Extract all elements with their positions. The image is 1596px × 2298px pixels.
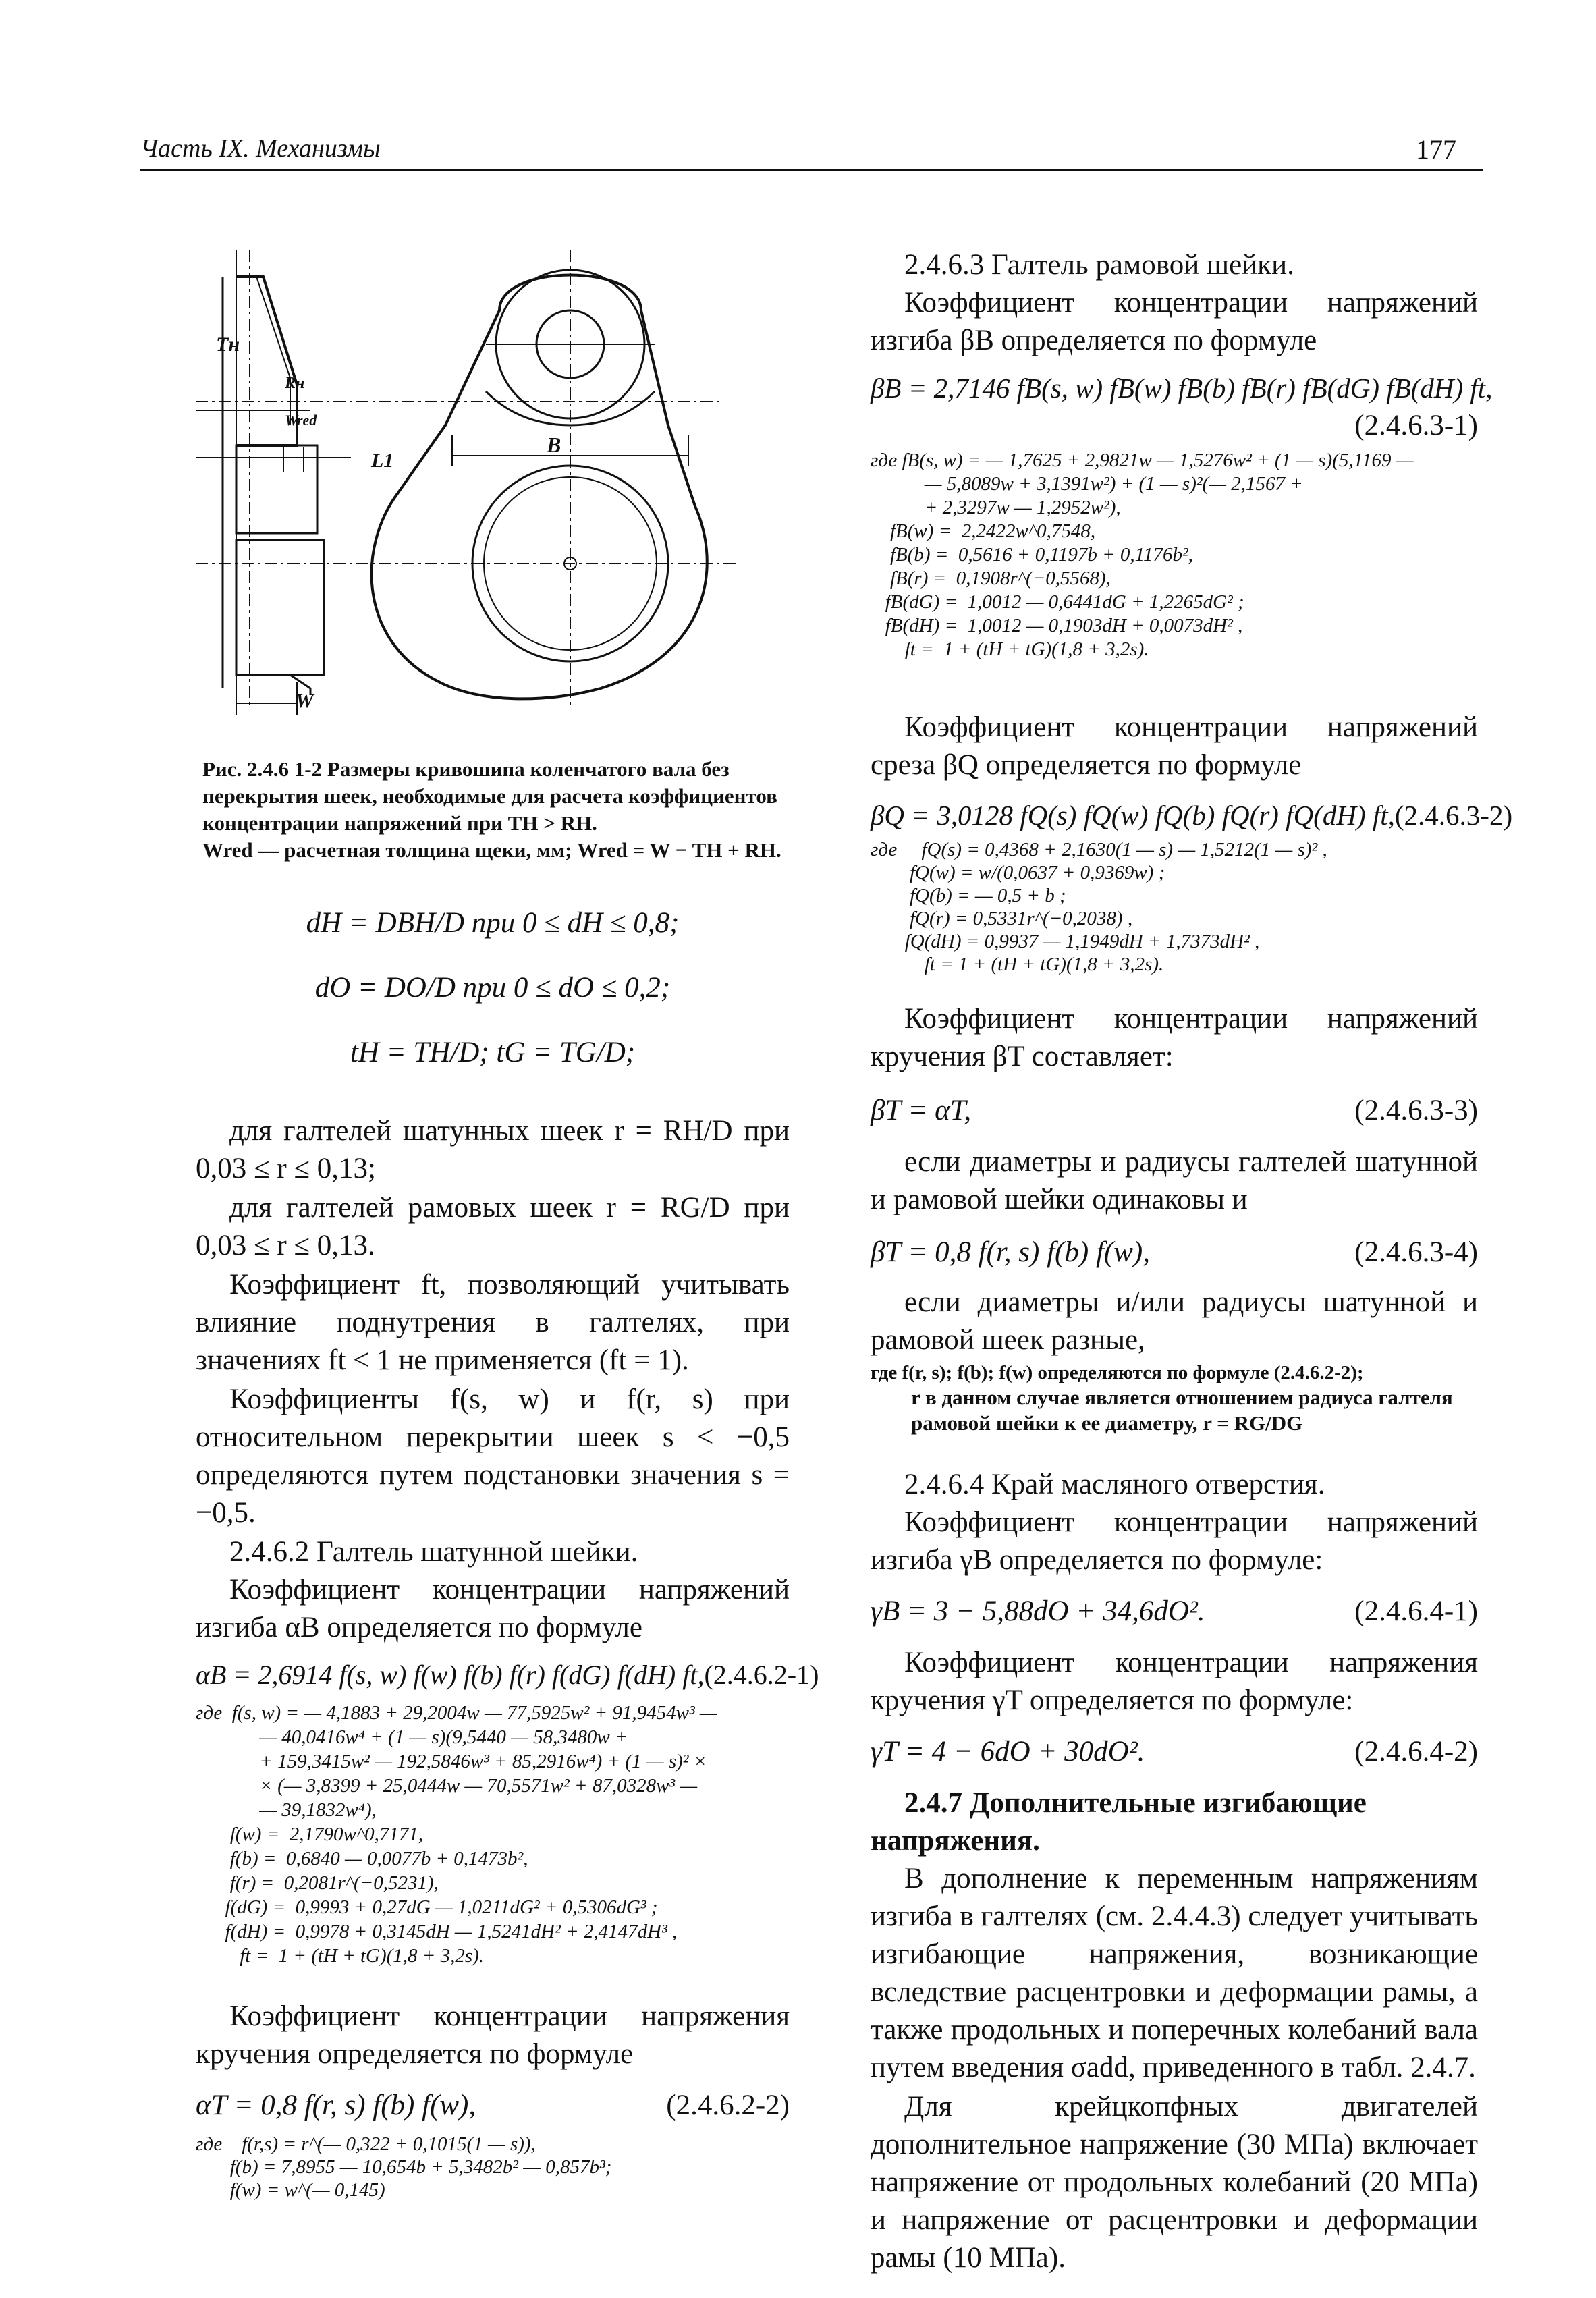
formula-number: (2.4.6.3-3)	[1354, 1095, 1478, 1126]
paragraph: Для крейцкопфных двигателей дополнительное напряжение (30 МПа) включает напряжение от продольных колебаний (20 МПа) и напряжение от расцентровки и деформации рамы (10 МПа).	[871, 2091, 1478, 2274]
caption-line-1: Рис. 2.4.6 1-2 Размеры кривошипа коленчатого вала без	[202, 757, 730, 781]
formula-number: (2.4.6.4-2)	[1354, 1736, 1478, 1768]
formula-number: (2.4.6.2-1)	[704, 1660, 819, 1690]
left-column	[196, 904, 819, 2201]
w-label: W	[296, 690, 314, 712]
paragraph: если диаметры и/или радиусы шатунной и рамовой шеек разные,	[871, 1286, 1478, 1356]
formula-2463-1	[871, 369, 1493, 407]
paragraph: для галтелей шатунных шеек r = RH/D при 0,03 ≤ r ≤ 0,13;	[196, 1115, 790, 1184]
l1-label: L1	[371, 449, 394, 472]
formula-number: (2.4.6.2-2)	[666, 2089, 790, 2121]
formula-number: (2.4.6.3-4)	[1354, 1236, 1478, 1268]
section-heading: 2.4.6.2 Галтель шатунной шейки.	[229, 1536, 638, 1568]
b-label: B	[547, 433, 561, 457]
section-heading: 2.4.7 Дополнительные изгибающие напряжения.	[871, 1787, 1367, 1857]
formula-body: αB = 2,6914 f(s, w) f(w) f(b) f(r) f(dG) f(dH) ft,	[196, 1660, 705, 1690]
def-do: dO = DO/D при 0 ≤ dO ≤ 0,2;	[314, 972, 671, 1004]
formula-body: βT = 0,8 f(r, s) f(b) f(w),	[871, 1236, 1150, 1268]
formula-number: (2.4.6.3-2)	[1394, 800, 1513, 831]
formula-body: βQ = 3,0128 fQ(s) fQ(w) fQ(b) fQ(r) fQ(dH) ft,	[871, 800, 1395, 831]
running-header: Часть IX. Механизмы	[140, 134, 381, 163]
formula-2463-2	[871, 796, 1513, 834]
formula-where-block: где fB(s, w) = — 1,7625 + 2,9821w — 1,5276w² + (1 — s)(5,1169 — — 5,8089w + 3,1391w²) + (1 — s)²(— 2,1567 + + 2,3297w — 1,2952w²), fB(w) = 2,2422w^0,7548, fB(b) = 0,5616 + 0,1197b + 0,1176b², fB(r) = 0,1908r^(−0,5568), fB(dG) = 1,0012 — 0,6441dG + 1,2265dG² ; fB(dH) = 1,0012 — 0,1903dH + 0,0073dH² , ft = 1 + (tH + tG)(1,8 + 3,2s).	[871, 449, 1414, 660]
paragraph: Коэффициент концентрации напряжений изгиба βB определяется по формуле	[871, 287, 1478, 356]
formula-2464-1	[871, 1593, 1478, 1631]
caption-line-2: перекрытия шеек, необходимые для расчета коэффициентов	[202, 784, 777, 808]
paragraph: Коэффициент концентрации напряжений среза βQ определяется по формуле	[871, 711, 1478, 781]
note-where: где f(r, s); f(b); f(w) определяются по формуле (2.4.6.2-2);	[871, 1362, 1364, 1384]
formula-body: γB = 3 − 5,88dO + 34,6dO².	[871, 1595, 1205, 1627]
formula-2464-2	[871, 1733, 1478, 1771]
formula-body: γT = 4 − 6dO + 30dO².	[871, 1736, 1145, 1768]
paragraph: Коэффициент концентрации напряжений изгиба γB определяется по формуле:	[871, 1506, 1478, 1576]
figure-caption	[202, 756, 783, 864]
formula-where-block: где f(s, w) = — 4,1883 + 29,2004w — 77,5925w² + 91,9454w³ — — 40,0416w⁴ + (1 — s)(9,5440 — 58,3480w + + 159,3415w² — 192,5846w³ + 85,2916w⁴) + (1 — s)² × × (— 3,8399 + 25,0444w — 70,5571w² + 87,0328w³ — — 39,1832w⁴), f(w) = 2,1790w^0,7171, f(b) = 0,6840 — 0,0077b + 0,1473b², f(r) = 0,2081r^(−0,5231), f(dG) = 0,9993 + 0,27dG — 1,0211dG² + 0,5306dG³ ; f(dH) = 0,9978 + 0,3145dH — 1,5241dH² + 2,4147dH³ , ft = 1 + (tH + tG)(1,8 + 3,2s).	[196, 1702, 717, 1967]
rh-label: Rн	[285, 375, 305, 392]
th-label: Tн	[216, 333, 240, 356]
formula-body: βB = 2,7146 fB(s, w) fB(w) fB(b) fB(r) fB(dG) fB(dH) ft,	[871, 373, 1493, 404]
right-column	[871, 246, 1513, 2278]
formula-2462-1	[196, 1656, 819, 1694]
note-r: r в данном случае является отношением радиуса галтеля рамовой шейки к ее диаметру, r = RG/DG	[911, 1386, 1453, 1435]
formula-number: (2.4.6.3-1)	[1354, 410, 1478, 441]
formula-where-block: где f(r,s) = r^(— 0,322 + 0,1015(1 — s)), f(b) = 7,8955 — 10,654b + 5,3482b² — 0,857b³; f(w) = w^(— 0,145)	[196, 2133, 612, 2201]
formula-where-block: где fQ(s) = 0,4368 + 2,1630(1 — s) — 1,5212(1 — s)² , fQ(w) = w/(0,0637 + 0,9369w) ; fQ(b) = — 0,5 + b ; fQ(r) = 0,5331r^(−0,2038) , fQ(dH) = 0,9937 — 1,1949dH + 1,7373dH² , ft = 1 + (tH + tG)(1,8 + 3,2s).	[871, 839, 1327, 975]
def-th-tg: tH = TH/D; tG = TG/D;	[350, 1037, 636, 1068]
caption-line-3: концентрации напряжений при TH > RH.	[202, 811, 597, 835]
paragraph: Коэффициент концентрации напряжений кручения βT составляет:	[871, 1003, 1478, 1072]
section-heading: 2.4.6.3 Галтель рамовой шейки.	[904, 249, 1294, 281]
formula-body: βT = αT,	[871, 1095, 972, 1126]
paragraph: для галтелей рамовых шеек r = RG/D при 0,03 ≤ r ≤ 0,13.	[196, 1192, 790, 1261]
paragraph: если диаметры и радиусы галтелей шатунной и рамовой шейки одинаковы и	[871, 1146, 1478, 1215]
section-heading: 2.4.6.4 Край масляного отверстия.	[904, 1469, 1325, 1500]
def-dh: dH = DBH/D при 0 ≤ dH ≤ 0,8;	[306, 907, 680, 939]
paragraph: Коэффициенты f(s, w) и f(r, s) при относительном перекрытии шеек s < −0,5 определяются путем подстановки значения s = −0,5.	[196, 1384, 790, 1529]
formula-body: αT = 0,8 f(r, s) f(b) f(w),	[196, 2089, 476, 2121]
paragraph: Коэффициент концентрации напряжения кручения определяется по формуле	[196, 2000, 790, 2070]
formula-2463-3	[871, 1092, 1478, 1130]
paragraph: Коэффициент концентрации напряжений изгиба αB определяется по формуле	[196, 1574, 790, 1643]
paragraph: Коэффициент ft, позволяющий учитывать влияние поднутрения в галтелях, при значениях ft < 1 не применяется (ft = 1).	[196, 1269, 790, 1376]
header-rule	[140, 169, 1483, 171]
formula-number: (2.4.6.4-1)	[1354, 1595, 1478, 1627]
formula-2462-2	[196, 2087, 790, 2125]
crankshaft-figure	[196, 250, 776, 715]
paragraph: Коэффициент концентрации напряжения кручения γT определяется по формуле:	[871, 1647, 1478, 1716]
paragraph: В дополнение к переменным напряжениям изгиба в галтелях (см. 2.4.4.3) следует учитывать изгибающие напряжения, возникающие вследствие расцентровки и деформации рамы, а также продольных и поперечных колебаний вала путем введения σadd, приведенного в табл. 2.4.7.	[871, 1863, 1478, 2083]
wred-label: Wred	[285, 412, 317, 429]
formula-2463-4	[871, 1234, 1478, 1271]
caption-line-4: Wred — расчетная толщина щеки, мм; Wred = W − TH + RH.	[202, 838, 781, 862]
page-number: 177	[1416, 134, 1456, 165]
